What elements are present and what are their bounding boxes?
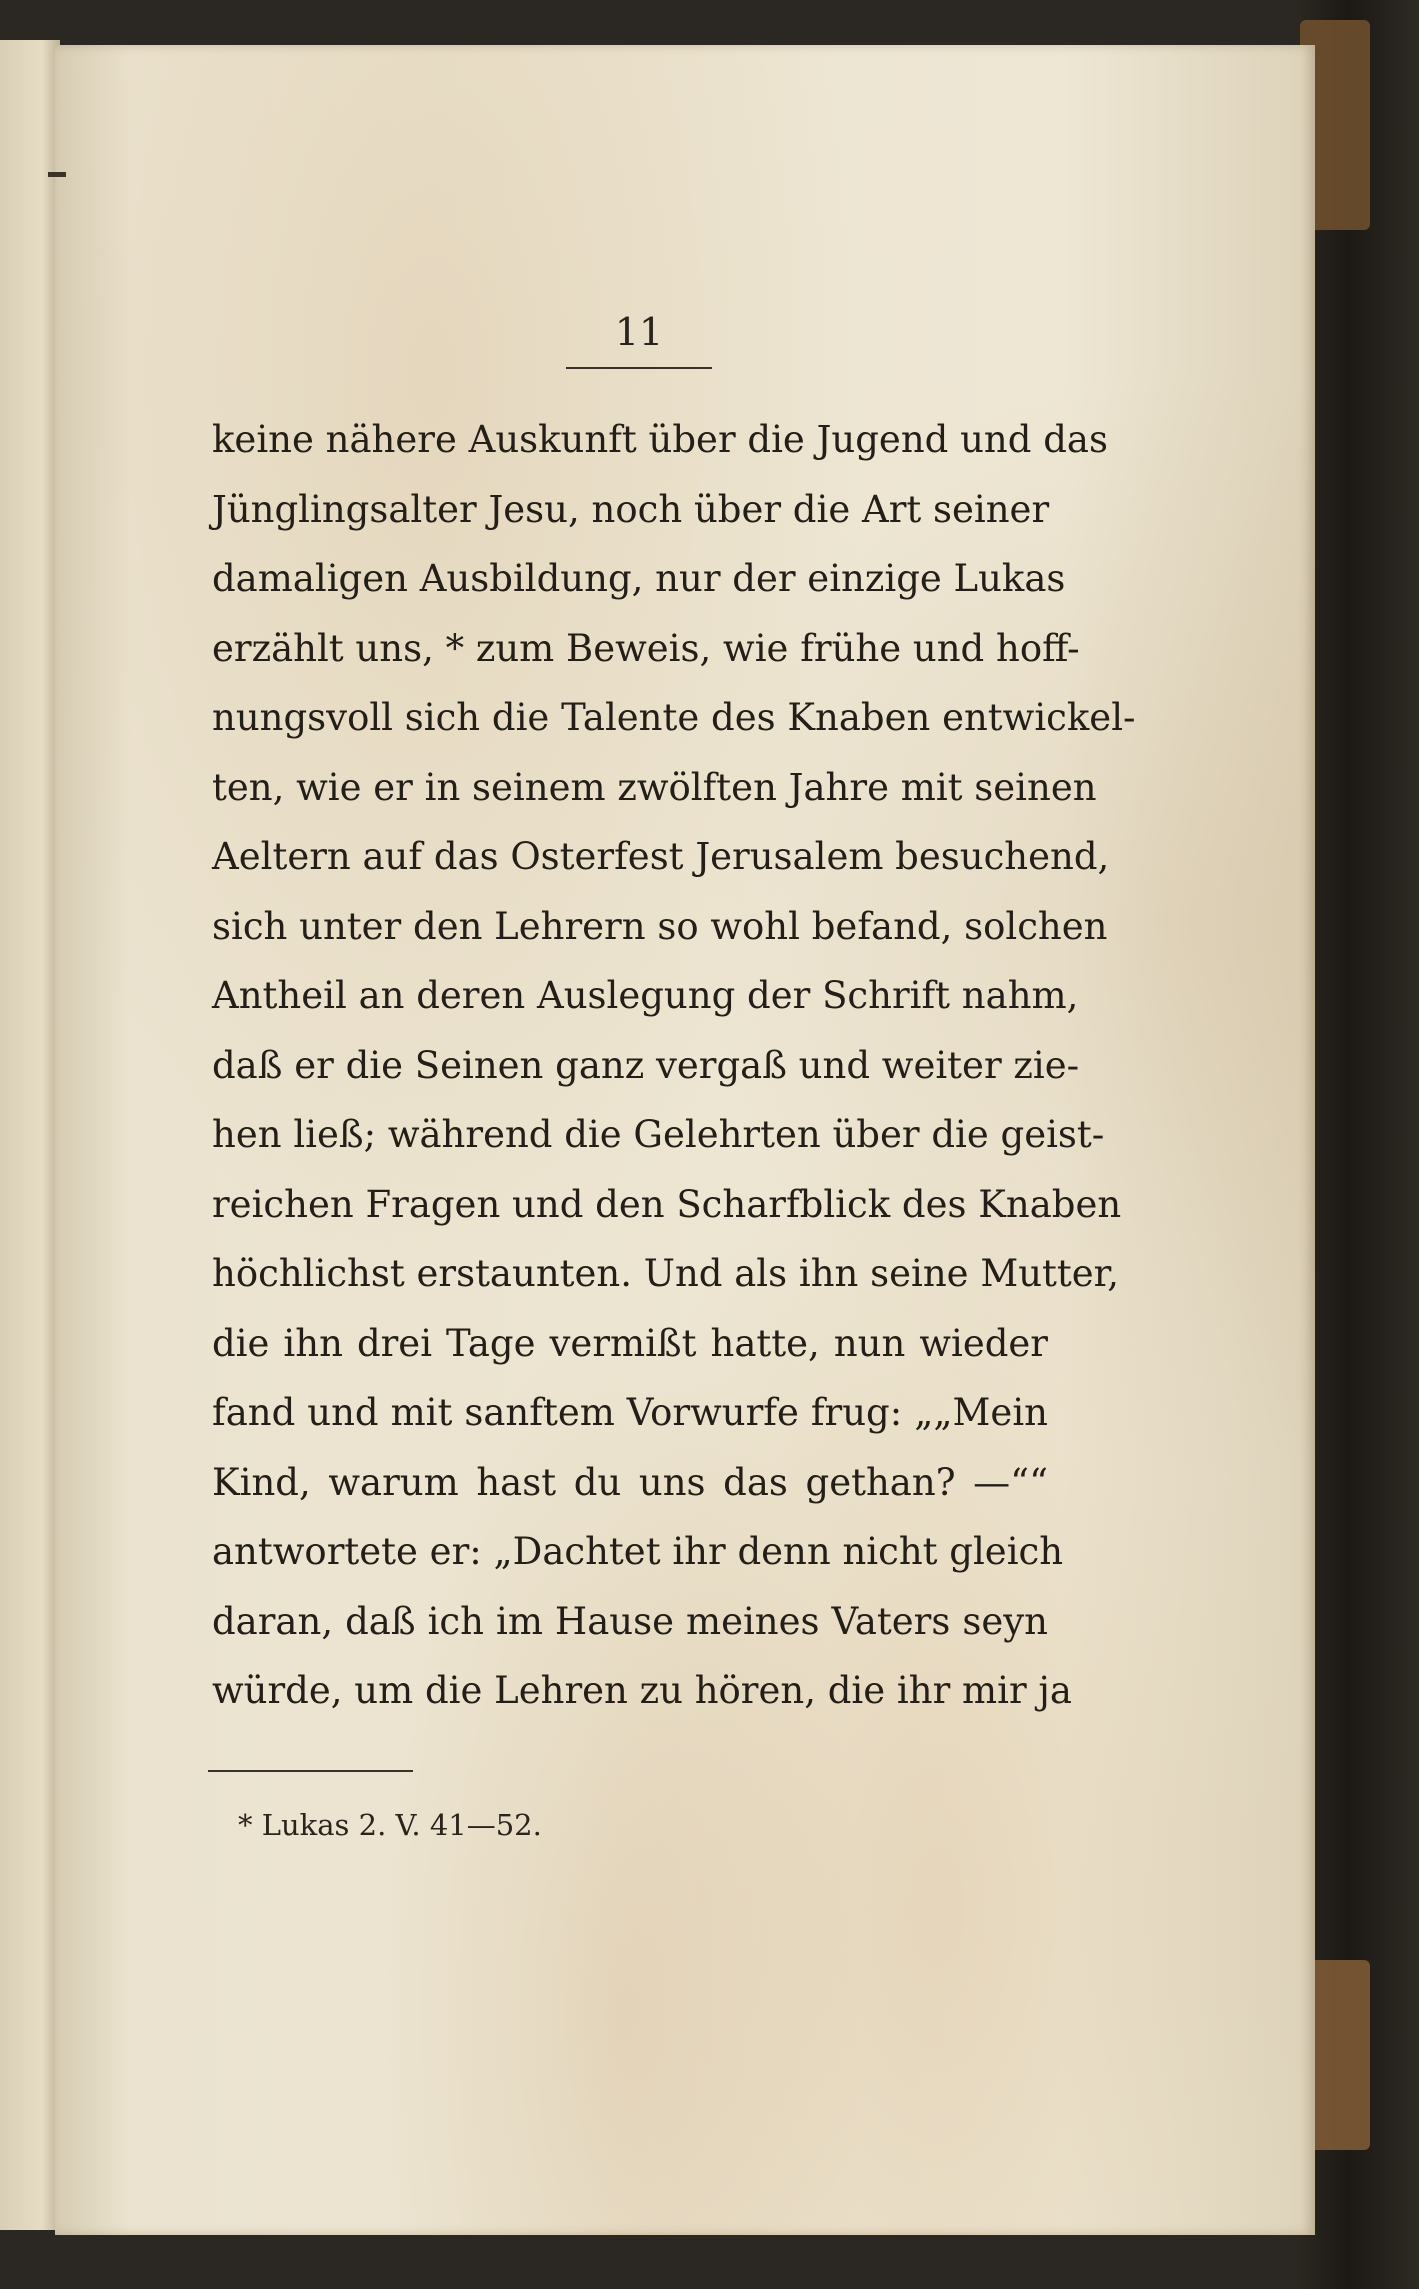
body-line: nungsvoll sich die Talente des Knaben entwickel-: [212, 696, 1136, 739]
body-line: ten, wie er in seinem zwölften Jahre mit seinen: [212, 765, 1097, 809]
body-line: fand und mit sanftem Vorwurfe frug: „„Mein: [212, 1391, 1048, 1434]
left-page-edge: [0, 40, 60, 2230]
body-line: daß er die Seinen ganz vergaß und weiter zie-: [212, 1043, 1080, 1087]
page-number: 11: [614, 310, 664, 354]
body-line: keine nähere Auskunft über die Jugend und das: [212, 418, 1108, 461]
footnote: * Lukas 2. V. 41—52.: [238, 1808, 542, 1842]
body-line: die ihn drei Tage vermißt hatte, nun wieder: [212, 1321, 1048, 1365]
header-rule: [566, 367, 712, 369]
body-line: sich unter den Lehrern so wohl befand, solchen: [212, 904, 1108, 948]
body-line: würde, um die Lehren zu hören, die ihr mir ja: [212, 1669, 1072, 1712]
body-line: Jünglingsalter Jesu, noch über die Art seiner: [212, 487, 1050, 531]
book-cover-right: [1300, 0, 1419, 2289]
body-line: erzählt uns, * zum Beweis, wie frühe und hoff-: [212, 626, 1080, 670]
body-line: damaligen Ausbildung, nur der einzige Lukas: [212, 557, 1066, 600]
body-line: höchlichst erstaunten. Und als ihn seine Mutter,: [212, 1252, 1120, 1295]
body-line: Aeltern auf das Osterfest Jerusalem besuchend,: [212, 835, 1110, 878]
footnote-rule: [208, 1770, 413, 1772]
body-line: reichen Fragen und den Scharfblick des Knaben: [212, 1182, 1122, 1226]
body-line: daran, daß ich im Hause meines Vaters seyn: [212, 1599, 1048, 1643]
body-line: hen ließ; während die Gelehrten über die geist-: [212, 1113, 1105, 1156]
margin-mark: [48, 172, 66, 177]
body-line: Kind, warum hast du uns das gethan? —““: [212, 1460, 1048, 1504]
body-line: antwortete er: „Dachtet ihr denn nicht gleich: [212, 1530, 1064, 1573]
body-line: Antheil an deren Auslegung der Schrift nahm,: [212, 974, 1079, 1017]
